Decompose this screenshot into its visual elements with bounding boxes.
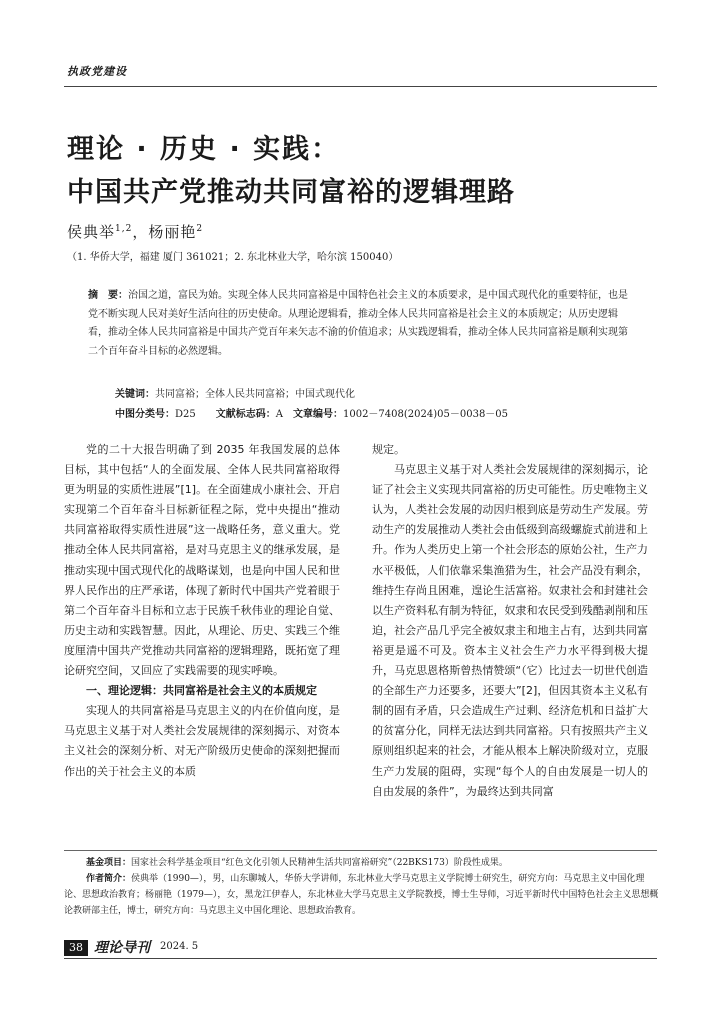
fund-label: 基金项目： xyxy=(86,858,132,868)
header-rule xyxy=(64,86,657,87)
body-column-right xyxy=(372,440,648,802)
keywords-text: 共同富裕；全体人民共同富裕；中国式现代化 xyxy=(155,389,355,400)
article-number-label: 文章编号： xyxy=(292,409,343,420)
page-number: 38 xyxy=(64,940,88,956)
clc-label: 中图分类号： xyxy=(115,409,175,420)
footer-rule xyxy=(64,958,657,959)
author-2-affil: 2 xyxy=(196,224,204,234)
author-2-name: 杨丽艳 xyxy=(148,223,197,241)
abstract-label: 摘 要： xyxy=(88,290,128,301)
section-header: 执政党建设 xyxy=(67,65,127,78)
author-separator: ， xyxy=(132,223,149,241)
author-1-affil: 1,2 xyxy=(115,224,133,234)
clc-value: D25 xyxy=(175,409,196,420)
keywords-label: 关键词： xyxy=(115,389,155,400)
issue-date: 2024. 5 xyxy=(160,941,199,952)
abstract-text: 治国之道，富民为始。实现全体人民共同富裕是中国特色社会主义的本质要求，是中国式现代化的重要特征，也是党不断实现人民对美好生活向往的历史使命。从理论逻辑看，推动全体人民共同富裕是社会主义的本质规定；从历史逻辑看，推动全体人民共同富裕是中国共产党百年来矢志不渝的价值追求；从实践逻辑看，推动全体人民共同富裕是顺利实现第二个百年奋斗目标的必然逻辑。 xyxy=(88,290,628,357)
keywords xyxy=(115,385,355,400)
doc-code-value: A xyxy=(275,409,283,420)
body-paragraph: 党的二十大报告明确了到 2035 年我国发展的总体目标，其中包括“人的全面发展、全体人民共同富裕取得更为明显的实质性进展”[1]。在全面建成小康社会、开启实现第二个百年奋斗目标新征程之际，党中央提出“推动共同富裕取得实质性进展”这一战略任务，意义重大。党推动全体人民共同富裕，是对马克思主义的继承发展，是推动实现中国式现代化的战略谋划，也是向中国人民和世界人民作出的庄严承诺，体现了新时代中国共产党着眼于第二个百年奋斗目标和立志于民族千秋伟业的理论自觉、历史主动和实践智慧。因此，从理论、历史、实践三个维度厘清中国共产党推动共同富裕的逻辑理路，既拓宽了理论研究空间，又回应了实践需要的现实呼唤。 xyxy=(64,443,340,678)
affiliation: （1. 华侨大学，福建 厦门 361021；2. 东北林业大学，哈尔滨 150040） xyxy=(67,252,399,263)
body-paragraph: 马克思主义基于对人类社会发展规律的深刻揭示，论证了社会主义实现共同富裕的历史可能性。历史唯物主义认为，人类社会发展的动因归根到底是劳动生产发展。劳动生产的发展推动人类社会由低级到高级螺旋式前进和上升。作为人类历史上第一个社会形态的原始公社，生产力水平极低，人们依靠采集渔猎为生，社会产品没有剩余，维持生存尚且困难，遑论生活富裕。奴隶社会和封建社会以生产资料私有制为特征，奴隶和农民受到残酷剥削和压迫，社会产品几乎完全被奴隶主和地主占有，达到共同富裕更是遥不可及。资本主义社会生产力水平得到极大提升，马克思恩格斯曾热情赞颂“（它）比过去一切世代创造的全部生产力还要多，还要大”[2]，但因其资本主义私有制的固有矛盾，只会造成生产过剩、经济危机和日益扩大的贫富分化，同样无法达到共同富裕。只有按照共产主义原则组织起来的社会，才能从根本上解决阶级对立，克服生产力发展的阻碍，实现“每个人的自由发展是一切人的自由发展的条件”，为最终达到共同富 xyxy=(372,463,648,798)
author-bio-text: 侯典举（1990—），男，山东聊城人，华侨大学讲师，东北林业大学马克思主义学院博士研究生，研究方向：马克思主义中国化理论、思想政治教育；杨丽艳（1979—），女，黑龙江伊春人，东北林业大学马克思主义学院教授，博士生导师，习近平新时代中国特色社会主义思想概论教研部主任，博士，研究方向：马克思主义中国化理论、思想政治教育。 xyxy=(64,874,659,916)
author-1-name: 侯典举 xyxy=(67,223,116,241)
authors xyxy=(67,221,203,242)
journal-name: 理论导刊 xyxy=(94,940,150,956)
footnote-rule xyxy=(64,850,657,851)
classification-line xyxy=(115,405,508,420)
article-title-line1: 理论 · 历史 · 实践： xyxy=(67,134,341,165)
fund-text: 国家社会科学基金项目“红色文化引领人民精神生活共同富裕研究”（22BKS173）阶段性成果。 xyxy=(131,858,508,868)
article-number-value: 1002－7408(2024)05－0038－05 xyxy=(342,409,509,420)
doc-code-label: 文献标志码： xyxy=(215,409,276,420)
body-column-left xyxy=(64,440,340,782)
article-title-line2: 中国共产党推动共同富裕的逻辑理路 xyxy=(67,177,515,208)
abstract xyxy=(88,287,634,361)
footnotes xyxy=(64,855,659,919)
body-paragraph: 规定。 xyxy=(372,443,405,456)
author-bio-label: 作者简介： xyxy=(86,874,132,884)
section-heading: 一、理论逻辑：共同富裕是社会主义的本质规定 xyxy=(86,684,317,698)
body-paragraph: 实现人的共同富裕是马克思主义的内在价值向度，是马克思主义基于对人类社会发展规律的深刻揭示、对资本主义社会的深刻分析、对无产阶级历史使命的深刻把握而作出的关于社会主义的本质 xyxy=(64,704,340,778)
